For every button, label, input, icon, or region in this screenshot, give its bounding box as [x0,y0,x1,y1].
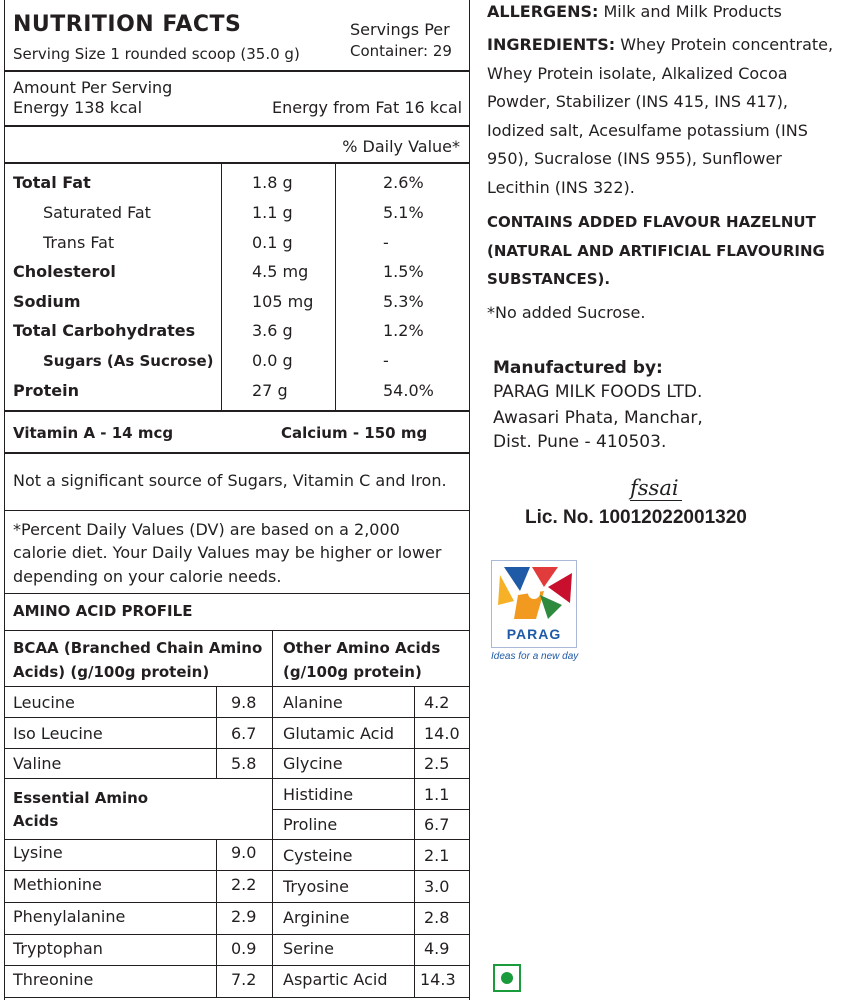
flavour-line: (NATURAL AND ARTIFICIAL FLAVOURING [487,242,825,260]
amino-name: Cysteine [283,846,353,865]
license-number: Lic. No. 10012022001320 [525,507,747,528]
essential-amino-header-line2: Acids [13,812,59,830]
nutrient-amount: 1.8 g [252,173,293,192]
ingredients-label: INGREDIENTS: [487,35,616,54]
nutrient-name: Saturated Fat [43,203,151,222]
nutrient-amount: 4.5 mg [252,262,309,281]
amino-acid-profile-title: AMINO ACID PROFILE [13,602,193,620]
amino-name: Histidine [283,785,354,804]
footnote-line: *Percent Daily Values (DV) are based on a 2,000 [13,520,400,539]
vegetarian-mark-icon [493,964,521,992]
amino-name: Arginine [283,908,350,927]
amino-value: 6.7 [231,724,257,743]
amino-value: 0.9 [231,939,257,958]
amino-name: Proline [283,815,338,834]
nutrient-daily-value: - [383,233,389,252]
manufacturer-name: PARAG MILK FOODS LTD. [493,382,703,402]
parag-tagline: Ideas for a new day [491,651,579,662]
nutrient-name: Total Carbohydrates [13,321,196,340]
energy-from-fat: Energy from Fat 16 kcal [272,98,463,117]
flavour-line: CONTAINS ADDED FLAVOUR HAZELNUT [487,213,816,231]
parag-logo [491,560,577,648]
amino-value: 9.0 [231,843,257,862]
nutrient-amount: 1.1 g [252,203,293,222]
amino-value: 2.8 [424,908,450,927]
amino-value: 2.9 [231,907,257,926]
fssai-underline [630,500,682,501]
fssai-logo-text: fssai [630,476,679,500]
other-amino-header: Other Amino Acids [283,639,441,657]
nutrient-name: Protein [13,381,79,400]
daily-value-header: % Daily Value* [342,137,460,156]
other-amino-header-line2: (g/100g protein) [283,663,422,681]
address-line: Dist. Pune - 410503. [493,432,667,452]
amino-name: Leucine [13,693,75,712]
nutrient-daily-value: 1.5% [383,262,424,281]
nutrient-name: Trans Fat [43,233,115,252]
parag-logo-mark [492,561,576,623]
footnote-line: calorie diet. Your Daily Values may be higher or lower [13,543,442,562]
servings-per-container-line2: Container: 29 [350,42,452,60]
amino-value: 6.7 [424,815,450,834]
bcaa-header-line2: Acids) (g/100g protein) [13,663,210,681]
amino-value: 14.3 [420,970,456,989]
amino-value: 5.8 [231,754,257,773]
amino-name: Tryptophan [13,939,103,958]
amino-name: Threonine [13,970,94,989]
amino-name: Glutamic Acid [283,724,395,743]
amino-value: 7.2 [231,970,257,989]
amino-value: 4.9 [424,939,450,958]
nutrient-name: Total Fat [13,173,91,192]
amino-name: Iso Leucine [13,724,103,743]
nutrient-name: Sodium [13,292,81,311]
amino-value: 4.2 [424,693,450,712]
amino-name: Tryosine [283,877,350,896]
not-significant-source: Not a significant source of Sugars, Vitamin C and Iron. [13,471,447,490]
fssai-logo [630,476,679,500]
ingredients [487,31,849,202]
amino-value: 1.1 [424,785,450,804]
vitamin-a: Vitamin A - 14 mcg [13,424,174,442]
manufactured-by-label: Manufactured by: [493,358,663,378]
parag-logo-text: PARAG [506,626,562,642]
allergens-label: ALLERGENS: [487,2,599,21]
amino-name: Alanine [283,693,343,712]
amino-value: 3.0 [424,877,450,896]
nutrient-amount: 0.0 g [252,351,293,370]
amino-name: Methionine [13,875,102,894]
amino-value: 2.2 [231,875,257,894]
nutrient-amount: 3.6 g [252,321,293,340]
flavour-line: SUBSTANCES). [487,270,611,288]
amino-value: 2.5 [424,754,450,773]
vegetarian-dot-icon [501,972,513,984]
nutrient-daily-value: - [383,351,389,370]
nutrient-name: Sugars (As Sucrose) [43,352,214,370]
amino-value: 14.0 [424,724,460,743]
nutrient-daily-value: 5.1% [383,203,424,222]
energy: Energy 138 kcal [13,98,143,117]
nutrient-amount: 0.1 g [252,233,293,252]
serving-size: Serving Size 1 rounded scoop (35.0 g) [13,45,300,63]
amino-value: 2.1 [424,846,450,865]
nutrient-amount: 27 g [252,381,288,400]
calcium: Calcium - 150 mg [281,424,428,442]
nutrient-daily-value: 5.3% [383,292,424,311]
address-line: Awasari Phata, Manchar, [493,408,703,428]
nutrient-daily-value: 2.6% [383,173,424,192]
nutrient-amount: 105 mg [252,292,314,311]
servings-per-container-line1: Servings Per [350,20,450,39]
nutrient-daily-value: 54.0% [383,381,434,400]
amino-name: Aspartic Acid [283,970,388,989]
amino-name: Phenylalanine [13,907,126,926]
nutrition-facts-title: NUTRITION FACTS [13,12,242,37]
allergens [487,2,782,22]
amount-per-serving: Amount Per Serving [13,78,173,97]
ingredients-text: Whey Protein concentrate, Whey Protein isolate, Alkalized Cocoa Powder, Stabilizer (INS 415, INS 417), Iodized salt, Acesulfame potassium (INS 950), Sucralose (INS 955), Sunflower Lecithin (INS 322). [487,35,834,197]
footnote-line: depending on your calorie needs. [13,567,282,586]
amino-name: Serine [283,939,335,958]
nutrient-daily-value: 1.2% [383,321,424,340]
no-added-sucrose: *No added Sucrose. [487,303,646,322]
amino-name: Lysine [13,843,63,862]
amino-value: 9.8 [231,693,257,712]
bcaa-header: BCAA (Branched Chain Amino [13,639,263,657]
amino-name: Glycine [283,754,343,773]
nutrient-name: Cholesterol [13,262,116,281]
allergens-text: Milk and Milk Products [598,2,782,21]
amino-name: Valine [13,754,62,773]
essential-amino-header: Essential Amino [13,789,149,807]
